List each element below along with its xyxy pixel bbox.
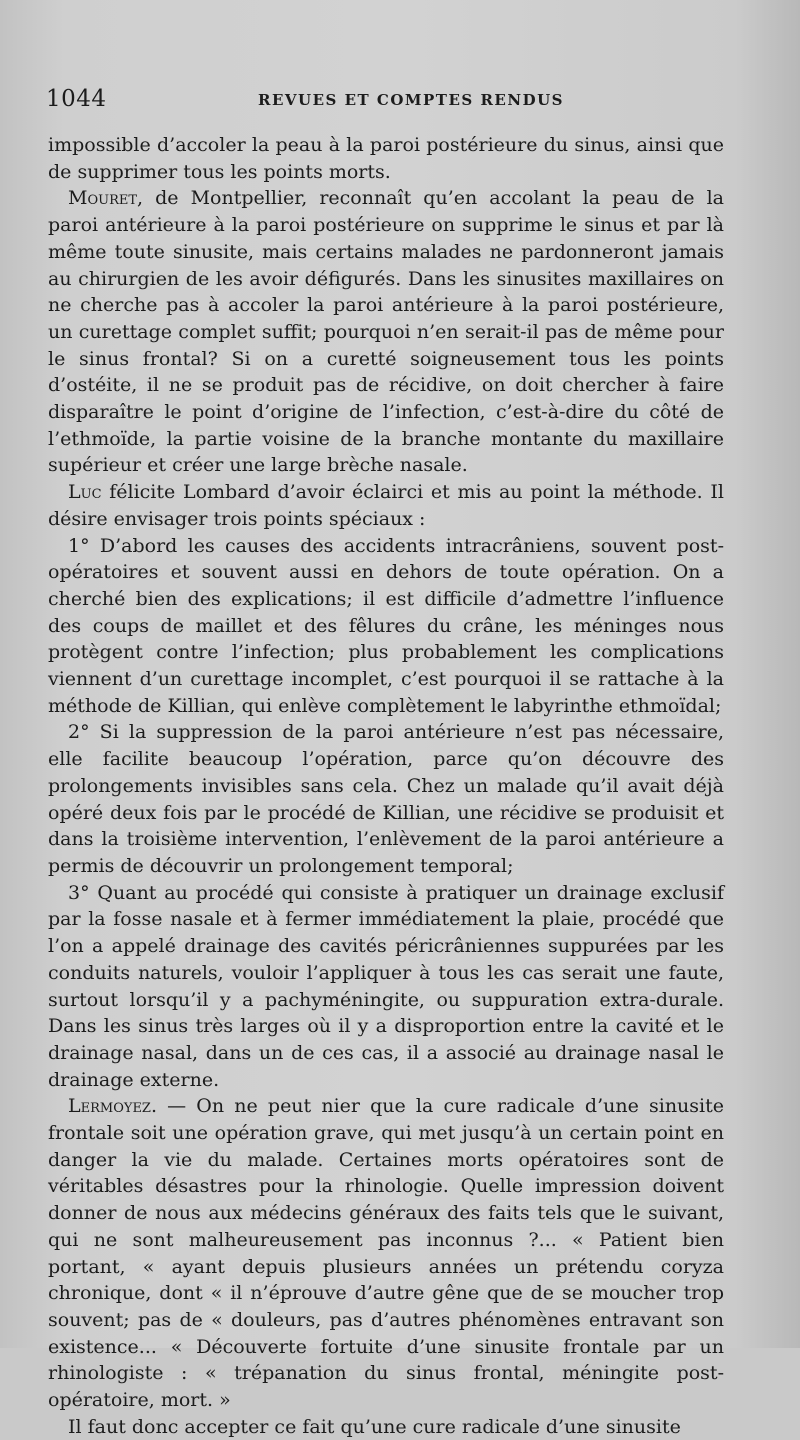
paragraph-text: 3° Quant au procédé qui consiste à pratiquer un drainage exclusif par la fosse nasale et à fermer immédiatement la plaie, procédé que l’on a appelé drainage des cavités péricrâniennes suppurées par les conduits naturels, vouloir l’appliquer à tous les cas serait une faute, surtout lorsqu’il y a pachyméningite, ou suppuration extra-durale. Dans les sinus très larges où il y a disproportion entre la cavité et le drainage nasal, dans un de ces cas, il a associé au drainage nasal le drainage externe. [48, 881, 724, 1091]
paragraph-text: . — On ne peut nier que la cure radicale d’une sinusite frontale soit une opération grave, qui met jusqu’à un certain point en danger la vie du malade. Certaines morts opératoires sont de véritables désastres pour la rhinologie. Quelle impression doivent donner de nous aux médecins généraux des faits tels que le suivant, qui ne sont malheureusement pas inconnus ?... « Patient bien portant, « ayant depuis plusieurs années un prétendu coryza chronique, dont « il n’éprouve d’autre gêne que de se moucher trop souvent; pas de « douleurs, pas d’autres phénomènes entravant son existence... « Découverte fortuite d’une sinusite frontale par un rhinologiste : « trépanation du sinus frontal, méningite post-opératoire, mort. » [48, 1095, 724, 1412]
paragraph-final [48, 1414, 724, 1440]
speaker-name: Luc [68, 481, 102, 504]
page-header [46, 86, 740, 116]
paragraph-text: impossible d’accoler la peau à la paroi postérieure du sinus, ainsi que de supprimer tous les points morts. [48, 134, 724, 183]
speaker-name: Lermoyez [68, 1095, 151, 1118]
paragraph-point-1 [48, 533, 724, 720]
paragraph-text: , de Montpellier, reconnaît qu’en accolant la peau de la paroi antérieure à la paroi postérieure on supprime le sinus et par là même toute sinusite, mais certains malades ne pardonneront jamais au chirurgien de les avoir défigurés. Dans les sinusites maxillaires on ne cherche pas à accoler la paroi antérieure à la paroi postérieure, un curettage complet suffit; pourquoi n’en serait-il pas de même pour le sinus frontal? Si on a curetté soigneusement tous les points d’ostéite, il ne se produit pas de récidive, on doit chercher à faire disparaître le point d’origine de l’infection, c’est-à-dire du côté de l’ethmoïde, la partie voisine de la branche montante du maxillaire supérieur et créer une large brèche nasale. [48, 187, 724, 477]
paragraph-point-3 [48, 880, 724, 1094]
speaker-name: Mouret [68, 187, 138, 210]
paragraph-point-2 [48, 719, 724, 879]
paragraph-text: 2° Si la suppression de la paroi antérieure n’est pas nécessaire, elle facilite beaucoup l’opération, parce qu’on découvre des prolongements invisibles sans cela. Chez un malade qu’il avait déjà opéré deux fois par le procédé de Killian, une récidive se produisit et dans la troisième intervention, l’enlèvement de la paroi antérieure a permis de découvrir un prolongement temporal; [48, 721, 724, 877]
paragraph-text: 1° D’abord les causes des accidents intracrâniens, souvent post-opératoires et souvent aussi en dehors de toute opération. On a cherché bien des explications; il est difficile d’admettre l’influence des coups de maillet et des fêlures du crâne, les méninges nous protègent contre l’infection; plus probablement les complications viennent d’un curettage incomplet, c’est pourquoi il se rattache à la méthode de Killian, qui enlève complètement le labyrinthe ethmoïdal; [48, 534, 724, 717]
body-text [48, 132, 724, 1440]
paragraph-lermoyez [48, 1093, 724, 1413]
paragraph-text: Il faut donc accepter ce fait qu’une cure radicale d’une sinusite [68, 1415, 681, 1438]
paragraph-luc [48, 479, 724, 532]
paragraph-continuation [48, 132, 724, 185]
paragraph-mouret [48, 185, 724, 479]
page-number: 1044 [46, 86, 107, 112]
paragraph-text: félicite Lombard d’avoir éclairci et mis au point la méthode. Il désire envisager trois points spéciaux : [48, 481, 724, 530]
running-head: REVUES ET COMPTES RENDUS [258, 91, 564, 109]
